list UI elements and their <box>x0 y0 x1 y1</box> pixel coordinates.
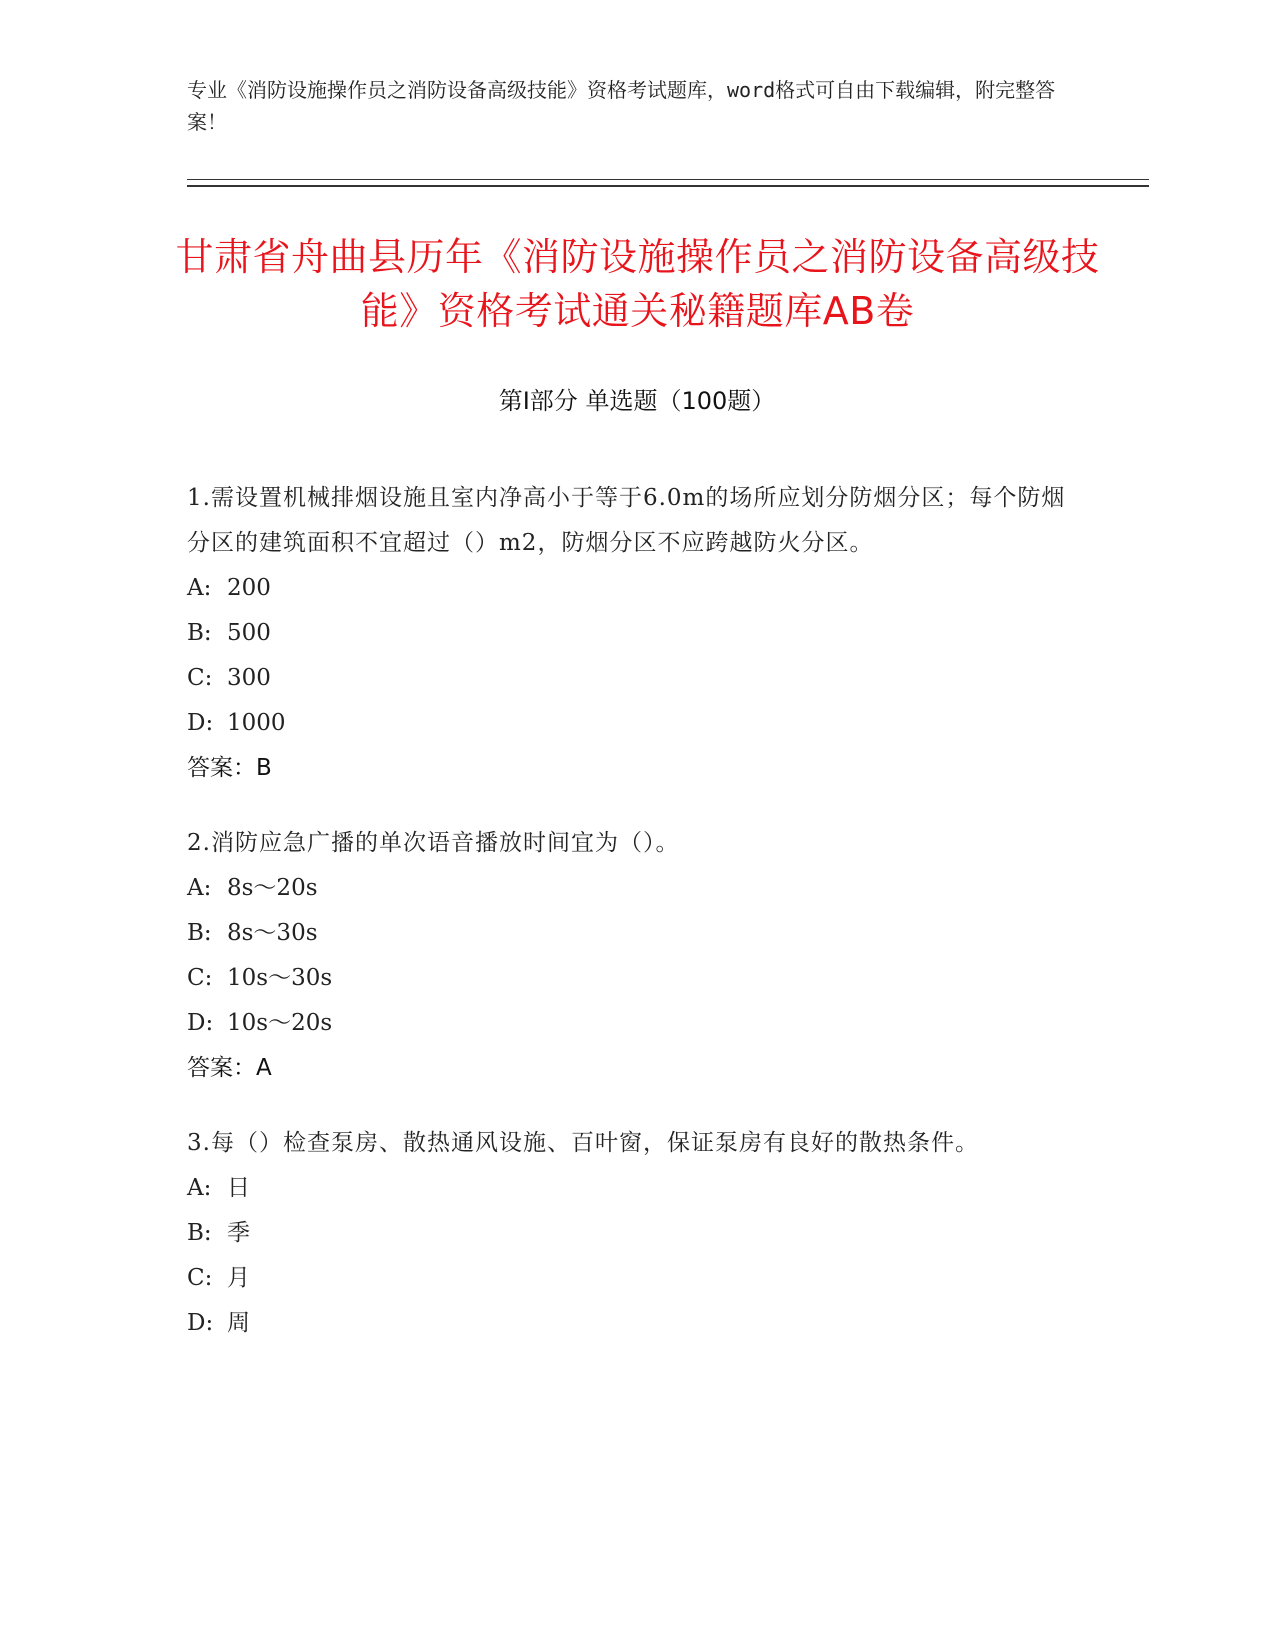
option-a <box>187 866 1087 911</box>
option-text: 300 <box>227 665 271 691</box>
option-a <box>187 566 1087 611</box>
option-key: B: <box>187 920 212 946</box>
question-stem: 2.消防应急广播的单次语音播放时间宜为（）。 <box>187 830 680 856</box>
option-key: B: <box>187 1220 212 1246</box>
option-text: 10s～30s <box>227 965 333 991</box>
question-2 <box>187 821 1087 1091</box>
option-key: A: <box>187 875 212 901</box>
option-text: 10s～20s <box>227 1010 333 1036</box>
question-stem: 1.需设置机械排烟设施且室内净高小于等于6.0m的场所应划分防烟分区；每个防烟分区的建筑面积不宜超过（）m2，防烟分区不应跨越防火分区。 <box>187 485 1066 556</box>
option-text: 月 <box>227 1265 250 1291</box>
option-text: 500 <box>227 620 271 646</box>
option-key: A: <box>187 575 212 601</box>
option-key: C: <box>187 965 213 991</box>
question-3 <box>187 1121 1087 1346</box>
option-key: A: <box>187 1175 212 1201</box>
option-text: 200 <box>227 575 271 601</box>
option-text: 周 <box>227 1310 250 1336</box>
answer: 答案：B <box>187 755 272 781</box>
document-title: 甘肃省舟曲县历年《消防设施操作员之消防设备高级技能》资格考试通关秘籍题库AB卷 <box>175 235 1100 333</box>
option-key: D: <box>187 710 214 736</box>
option-text: 1000 <box>227 710 286 736</box>
option-d <box>187 701 1087 746</box>
option-key: C: <box>187 665 213 691</box>
option-key: C: <box>187 1265 213 1291</box>
option-a <box>187 1166 1087 1211</box>
section-title: 第I部分 单选题（100题） <box>498 387 776 415</box>
option-key: B: <box>187 620 212 646</box>
option-key: D: <box>187 1310 214 1336</box>
option-key: D: <box>187 1010 214 1036</box>
option-d <box>187 1001 1087 1046</box>
question-stem: 3.每（）检查泵房、散热通风设施、百叶窗，保证泵房有良好的散热条件。 <box>187 1130 979 1156</box>
option-text: 日 <box>227 1175 250 1201</box>
option-b <box>187 1211 1087 1256</box>
option-c <box>187 656 1087 701</box>
question-list <box>187 476 1087 1346</box>
option-d <box>187 1301 1087 1346</box>
answer: 答案：A <box>187 1055 272 1081</box>
header-note: 专业《消防设施操作员之消防设备高级技能》资格考试题库，word格式可自由下载编辑，附完整答案！ <box>187 78 1056 134</box>
option-c <box>187 1256 1087 1301</box>
option-text: 8s～20s <box>227 875 318 901</box>
option-c <box>187 956 1087 1001</box>
option-text: 季 <box>227 1220 250 1246</box>
divider-line <box>187 179 1149 180</box>
option-b <box>187 611 1087 656</box>
question-1 <box>187 476 1087 791</box>
divider-line-thick <box>187 185 1149 187</box>
option-b <box>187 911 1087 956</box>
option-text: 8s～30s <box>227 920 318 946</box>
